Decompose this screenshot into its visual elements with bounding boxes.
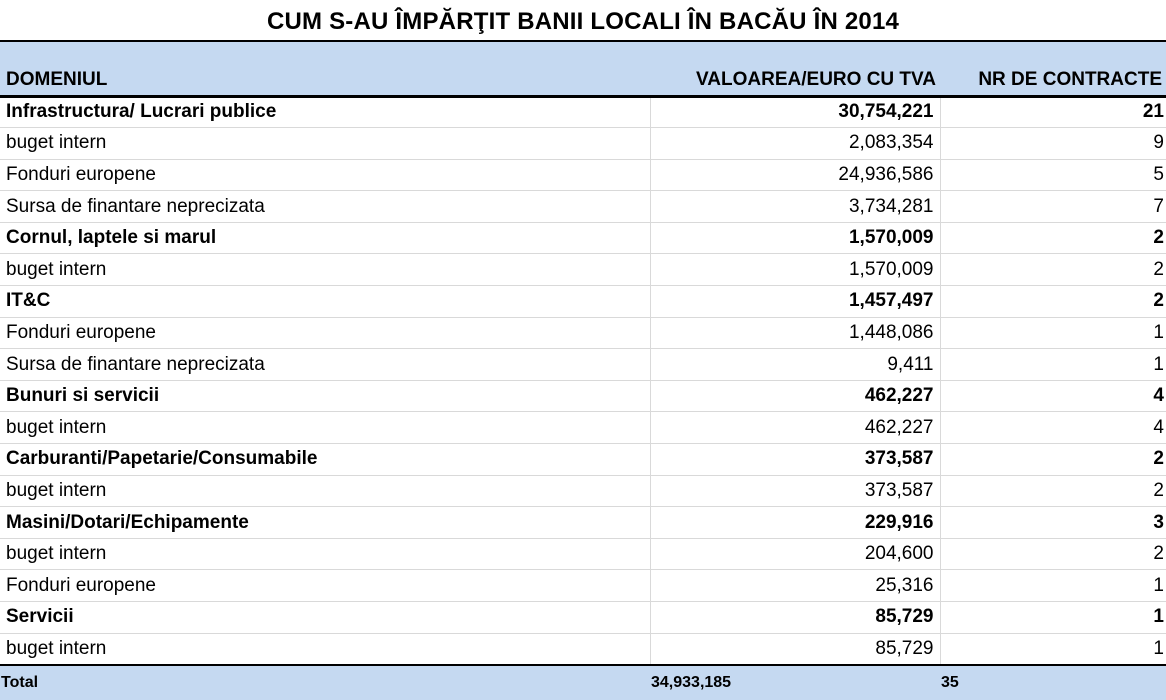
row-value: 85,729 — [650, 633, 940, 665]
total-contracts: 35 — [940, 665, 1166, 700]
row-value: 25,316 — [650, 570, 940, 602]
row-contracts: 1 — [940, 602, 1166, 634]
subcategory-row — [0, 349, 1166, 381]
row-value: 204,600 — [650, 538, 940, 570]
row-contracts: 2 — [940, 254, 1166, 286]
header-row — [0, 42, 1166, 96]
total-row — [0, 665, 1166, 700]
row-label: Cornul, laptele si marul — [0, 222, 650, 254]
subcategory-row — [0, 475, 1166, 507]
row-label: buget intern — [0, 254, 650, 286]
row-contracts: 2 — [940, 222, 1166, 254]
header-contracts: NR DE CONTRACTE — [940, 42, 1166, 96]
row-label: Fonduri europene — [0, 570, 650, 602]
table-title: CUM S-AU ÎMPĂRŢIT BANII LOCALI ÎN BACĂU ÎN 2014 — [0, 0, 1166, 42]
row-contracts: 9 — [940, 128, 1166, 160]
category-row — [0, 602, 1166, 634]
row-value: 1,570,009 — [650, 222, 940, 254]
row-contracts: 1 — [940, 317, 1166, 349]
row-label: IT&C — [0, 286, 650, 318]
row-contracts: 5 — [940, 159, 1166, 191]
category-row — [0, 380, 1166, 412]
row-contracts: 2 — [940, 538, 1166, 570]
subcategory-row — [0, 633, 1166, 665]
row-value: 373,587 — [650, 475, 940, 507]
row-value: 462,227 — [650, 380, 940, 412]
row-contracts: 4 — [940, 380, 1166, 412]
row-value: 373,587 — [650, 444, 940, 476]
row-value: 3,734,281 — [650, 191, 940, 223]
row-contracts: 2 — [940, 286, 1166, 318]
header-domain: DOMENIUL — [0, 42, 650, 96]
subcategory-row — [0, 412, 1166, 444]
subcategory-row — [0, 159, 1166, 191]
category-row — [0, 507, 1166, 539]
row-contracts: 1 — [940, 633, 1166, 665]
row-label: Sursa de finantare neprecizata — [0, 191, 650, 223]
subcategory-row — [0, 538, 1166, 570]
row-label: Bunuri si servicii — [0, 380, 650, 412]
row-contracts: 7 — [940, 191, 1166, 223]
total-value: 34,933,185 — [650, 665, 940, 700]
row-value: 24,936,586 — [650, 159, 940, 191]
subcategory-row — [0, 570, 1166, 602]
row-label: buget intern — [0, 475, 650, 507]
subcategory-row — [0, 128, 1166, 160]
row-label: Carburanti/Papetarie/Consumabile — [0, 444, 650, 476]
row-value: 85,729 — [650, 602, 940, 634]
row-label: Masini/Dotari/Echipamente — [0, 507, 650, 539]
row-label: Servicii — [0, 602, 650, 634]
subcategory-row — [0, 317, 1166, 349]
subcategory-row — [0, 191, 1166, 223]
row-value: 229,916 — [650, 507, 940, 539]
row-value: 2,083,354 — [650, 128, 940, 160]
category-row — [0, 222, 1166, 254]
row-contracts: 1 — [940, 570, 1166, 602]
category-row — [0, 444, 1166, 476]
row-value: 1,457,497 — [650, 286, 940, 318]
row-contracts: 2 — [940, 475, 1166, 507]
row-value: 1,448,086 — [650, 317, 940, 349]
row-label: Fonduri europene — [0, 159, 650, 191]
row-contracts: 21 — [940, 96, 1166, 128]
row-value: 462,227 — [650, 412, 940, 444]
row-contracts: 1 — [940, 349, 1166, 381]
row-label: Infrastructura/ Lucrari publice — [0, 96, 650, 128]
row-value: 30,754,221 — [650, 96, 940, 128]
row-value: 1,570,009 — [650, 254, 940, 286]
total-label: Total — [0, 665, 650, 700]
funds-table — [0, 42, 1166, 700]
row-value: 9,411 — [650, 349, 940, 381]
row-label: buget intern — [0, 633, 650, 665]
category-row — [0, 286, 1166, 318]
row-contracts: 3 — [940, 507, 1166, 539]
row-label: Sursa de finantare neprecizata — [0, 349, 650, 381]
row-contracts: 2 — [940, 444, 1166, 476]
row-label: buget intern — [0, 412, 650, 444]
row-label: buget intern — [0, 538, 650, 570]
row-label: buget intern — [0, 128, 650, 160]
category-row — [0, 96, 1166, 128]
subcategory-row — [0, 254, 1166, 286]
header-value: VALOAREA/EURO CU TVA — [650, 42, 940, 96]
table-body — [0, 96, 1166, 665]
row-label: Fonduri europene — [0, 317, 650, 349]
row-contracts: 4 — [940, 412, 1166, 444]
